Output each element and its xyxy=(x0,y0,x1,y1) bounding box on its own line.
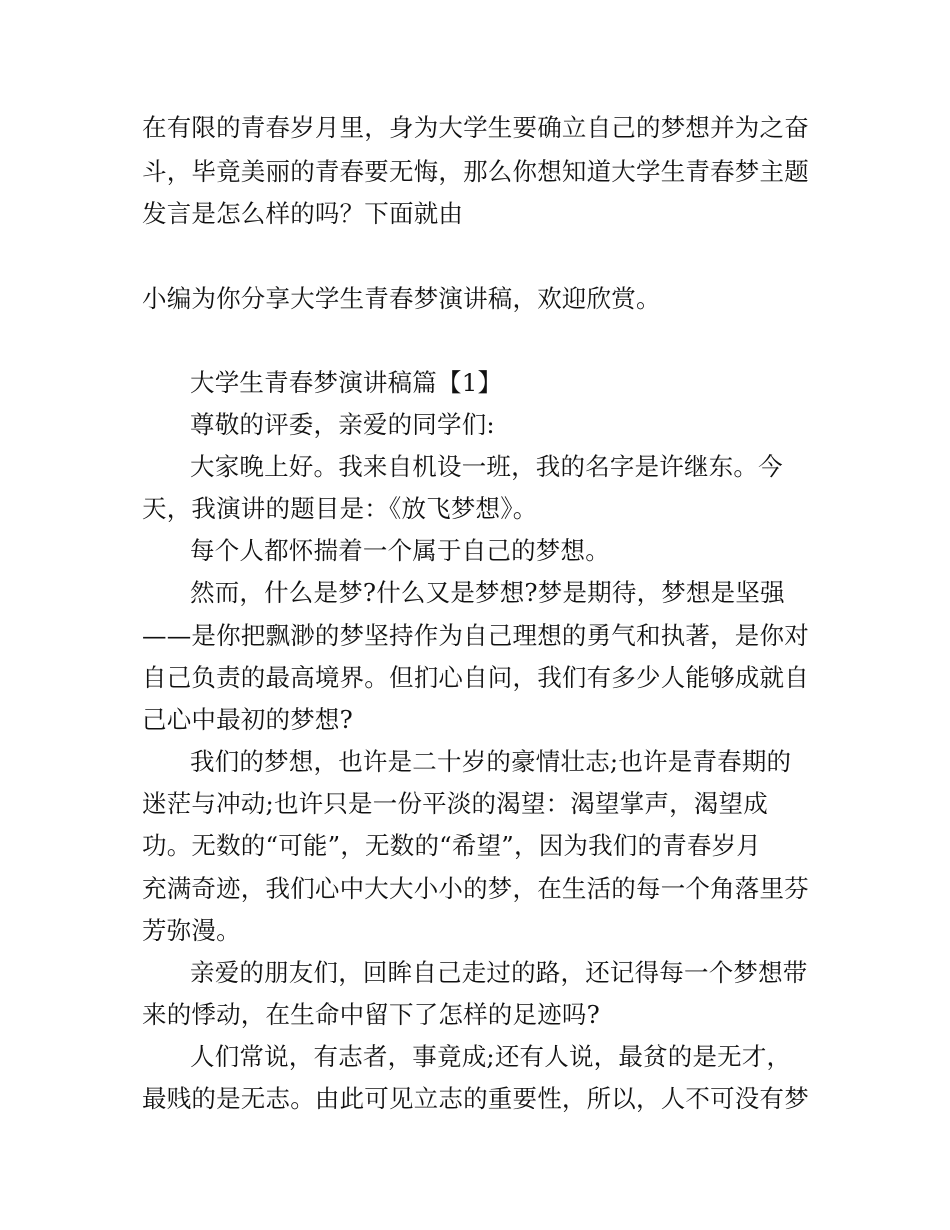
intro-line-4: 小编为你分享大学生青春梦演讲稿，欢迎欣赏。 xyxy=(142,284,661,313)
body-line-10: 功。无数的“可能”，无数的“希望”，因为我们的青春岁月 xyxy=(142,831,761,860)
body-line-4: 然而，什么是梦?什么又是梦想?梦是期待，梦想是坚强 xyxy=(190,578,785,607)
body-line-14: 来的悸动，在生命中留下了怎样的足迹吗? xyxy=(142,1000,600,1029)
body-line-6: 自己负责的最高境界。但扪心自问，我们有多少人能够成就自 xyxy=(142,663,809,692)
body-line-7: 己心中最初的梦想? xyxy=(142,705,353,734)
intro-line-3: 发言是怎么样的吗？下面就由 xyxy=(142,199,464,228)
intro-line-1: 在有限的青春岁月里，身为大学生要确立自己的梦想并为之奋 xyxy=(142,113,809,142)
intro-line-2: 斗，毕竟美丽的青春要无悔，那么你想知道大学生青春梦主题 xyxy=(142,157,809,186)
body-line-9: 迷茫与冲动;也许只是一份平淡的渴望：渴望掌声，渴望成 xyxy=(142,789,768,818)
body-line-2: 天，我演讲的题目是：《放飞梦想》。 xyxy=(142,494,538,523)
body-line-11: 充满奇迹，我们心中大大小小的梦，在生活的每一个角落里芬 xyxy=(142,874,809,903)
body-line-13: 亲爱的朋友们，回眸自己走过的路，还记得每一个梦想带 xyxy=(190,958,808,987)
salutation: 尊敬的评委，亲爱的同学们: xyxy=(190,410,495,439)
body-line-15: 人们常说，有志者，事竟成;还有人说，最贫的是无才， xyxy=(190,1042,792,1071)
body-line-12: 芳弥漫。 xyxy=(142,916,241,945)
body-line-1: 大家晚上好。我来自机设一班，我的名字是许继东。今 xyxy=(190,452,783,481)
body-line-3: 每个人都怀揣着一个属于自己的梦想。 xyxy=(190,536,610,565)
body-line-16: 最贱的是无志。由此可见立志的重要性，所以，人不可没有梦 xyxy=(142,1084,809,1113)
article-heading: 大学生青春梦演讲稿篇【1】 xyxy=(190,368,503,397)
body-line-8: 我们的梦想，也许是二十岁的豪情壮志;也许是青春期的 xyxy=(190,747,792,776)
body-line-5: ——是你把飘渺的梦坚持作为自己理想的勇气和执著，是你对 xyxy=(142,621,809,650)
